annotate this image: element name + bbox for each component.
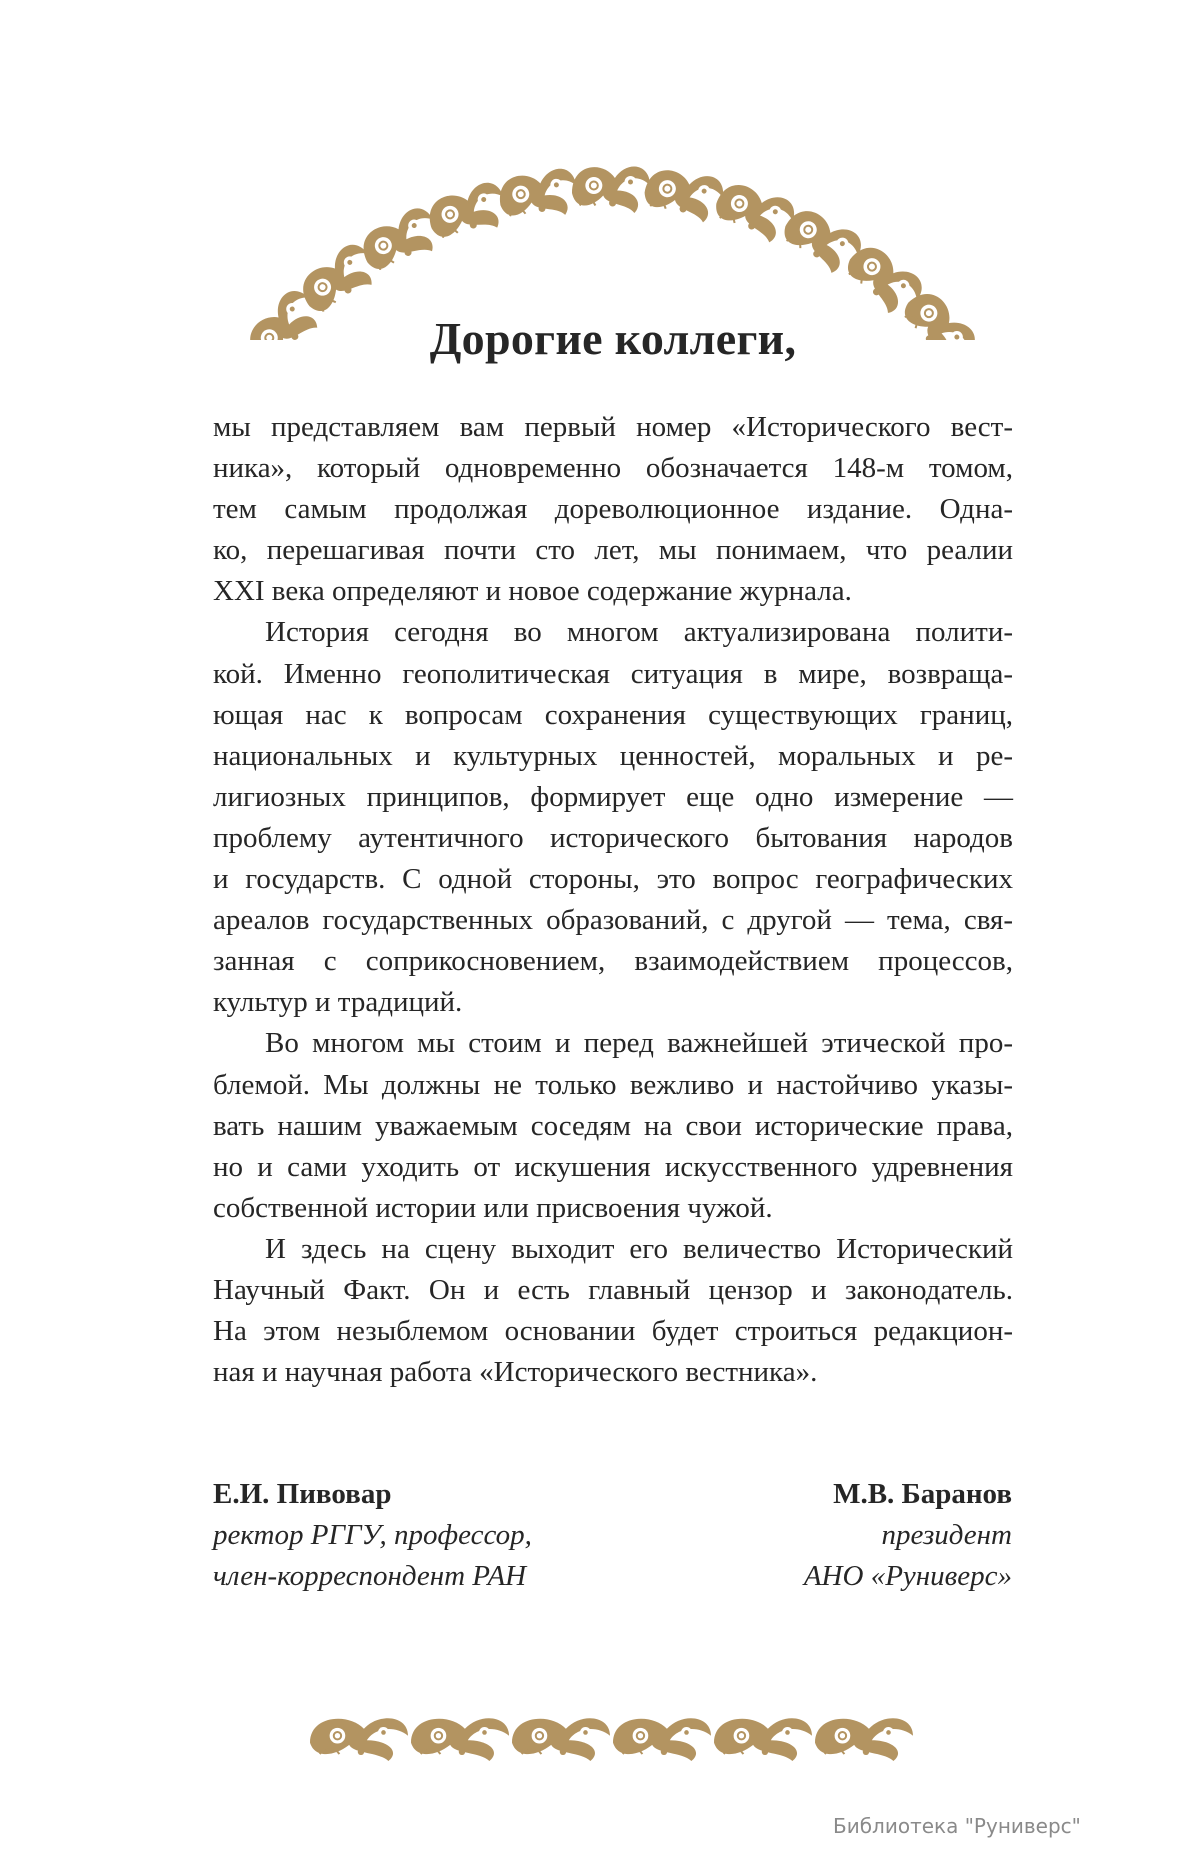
text-line: История сегодня во многом актуализирована полити- bbox=[265, 616, 1013, 649]
signatory-role: член-корреспондент РАН bbox=[213, 1560, 527, 1592]
text-line: и государств. С одной стороны, это вопрос географических bbox=[213, 863, 1013, 896]
band-scroll-motif bbox=[815, 1718, 913, 1761]
library-watermark: Библиотека "Руниверс" bbox=[833, 1814, 1081, 1838]
text-line: национальных и культурных ценностей, моральных и ре- bbox=[213, 739, 1013, 772]
text-line: ющая нас к вопросам сохранения существующих границ, bbox=[213, 698, 1013, 731]
text-line: ная и научная работа «Исторического вестника». bbox=[213, 1356, 818, 1389]
band-scroll-motif bbox=[613, 1718, 711, 1761]
text-line: проблему аутентичного исторического бытования народов bbox=[213, 821, 1013, 854]
text-line: ника», который одновременно обозначается 148-м томом, bbox=[213, 452, 1013, 485]
signature-right bbox=[804, 1474, 1012, 1597]
text-line: тем самым продолжая дореволюционное издание. Одна- bbox=[213, 493, 1013, 526]
text-line: вать нашим уважаемым соседям на свои исторические права, bbox=[213, 1109, 1013, 1142]
text-line: XXI века определяют и новое содержание журнала. bbox=[213, 575, 852, 608]
signatory-name: М.В. Баранов bbox=[833, 1478, 1012, 1510]
band-scroll-motif bbox=[411, 1718, 509, 1761]
text-line: но и сами уходить от искушения искусственного удревнения bbox=[213, 1150, 1013, 1183]
arch-scroll-motif bbox=[423, 179, 512, 248]
band-scroll-motif bbox=[714, 1718, 812, 1761]
text-line: кой. Именно геополитическая ситуация в мире, возвраща- bbox=[213, 657, 1013, 690]
text-line: культур и традиций. bbox=[213, 986, 463, 1019]
band-scroll-motif bbox=[310, 1718, 408, 1761]
signatory-role: президент bbox=[881, 1519, 1012, 1551]
text-line: ареалов государственных образований, с другой — тема, свя- bbox=[213, 904, 1013, 937]
arch-scroll-motif bbox=[496, 166, 580, 224]
page-title: Дорогие коллеги, bbox=[429, 313, 797, 364]
text-line: блемой. Мы должны не только вежливо и настойчиво указы- bbox=[213, 1068, 1013, 1101]
signatory-role: АНО «Руниверс» bbox=[803, 1560, 1012, 1592]
text-line: Во многом мы стоим и перед важнейшей этической про- bbox=[265, 1027, 1013, 1060]
arch-scroll-motif bbox=[572, 167, 650, 213]
arch-scroll-motif bbox=[641, 166, 725, 224]
text-line: Научный Факт. Он и есть главный цензор и законодатель. bbox=[213, 1273, 1013, 1306]
signature-left bbox=[213, 1474, 532, 1597]
text-line: мы представляем вам первый номер «Исторического вест- bbox=[213, 411, 1013, 443]
text-line: ко, перешагивая почти сто лет, мы понимаем, что реалии bbox=[213, 534, 1013, 567]
text-line: И здесь на сцену выходит его величество Исторический bbox=[265, 1232, 1013, 1265]
text-line: занная с соприкосновением, взаимодействием процессов, bbox=[213, 945, 1013, 978]
text-line: собственной истории или присвоения чужой. bbox=[213, 1191, 773, 1224]
signatory-role: ректор РГГУ, профессор, bbox=[213, 1519, 532, 1551]
band-scroll-motif bbox=[512, 1718, 610, 1761]
signatory-name: Е.И. Пивовар bbox=[213, 1478, 392, 1510]
letter-body bbox=[213, 407, 1013, 1393]
border-ornament-icon bbox=[300, 1708, 920, 1768]
text-line: На этом незыблемом основании будет строиться редакцион- bbox=[213, 1315, 1013, 1348]
text-line: лигиозных принципов, формирует еще одно измерение — bbox=[213, 780, 1013, 813]
